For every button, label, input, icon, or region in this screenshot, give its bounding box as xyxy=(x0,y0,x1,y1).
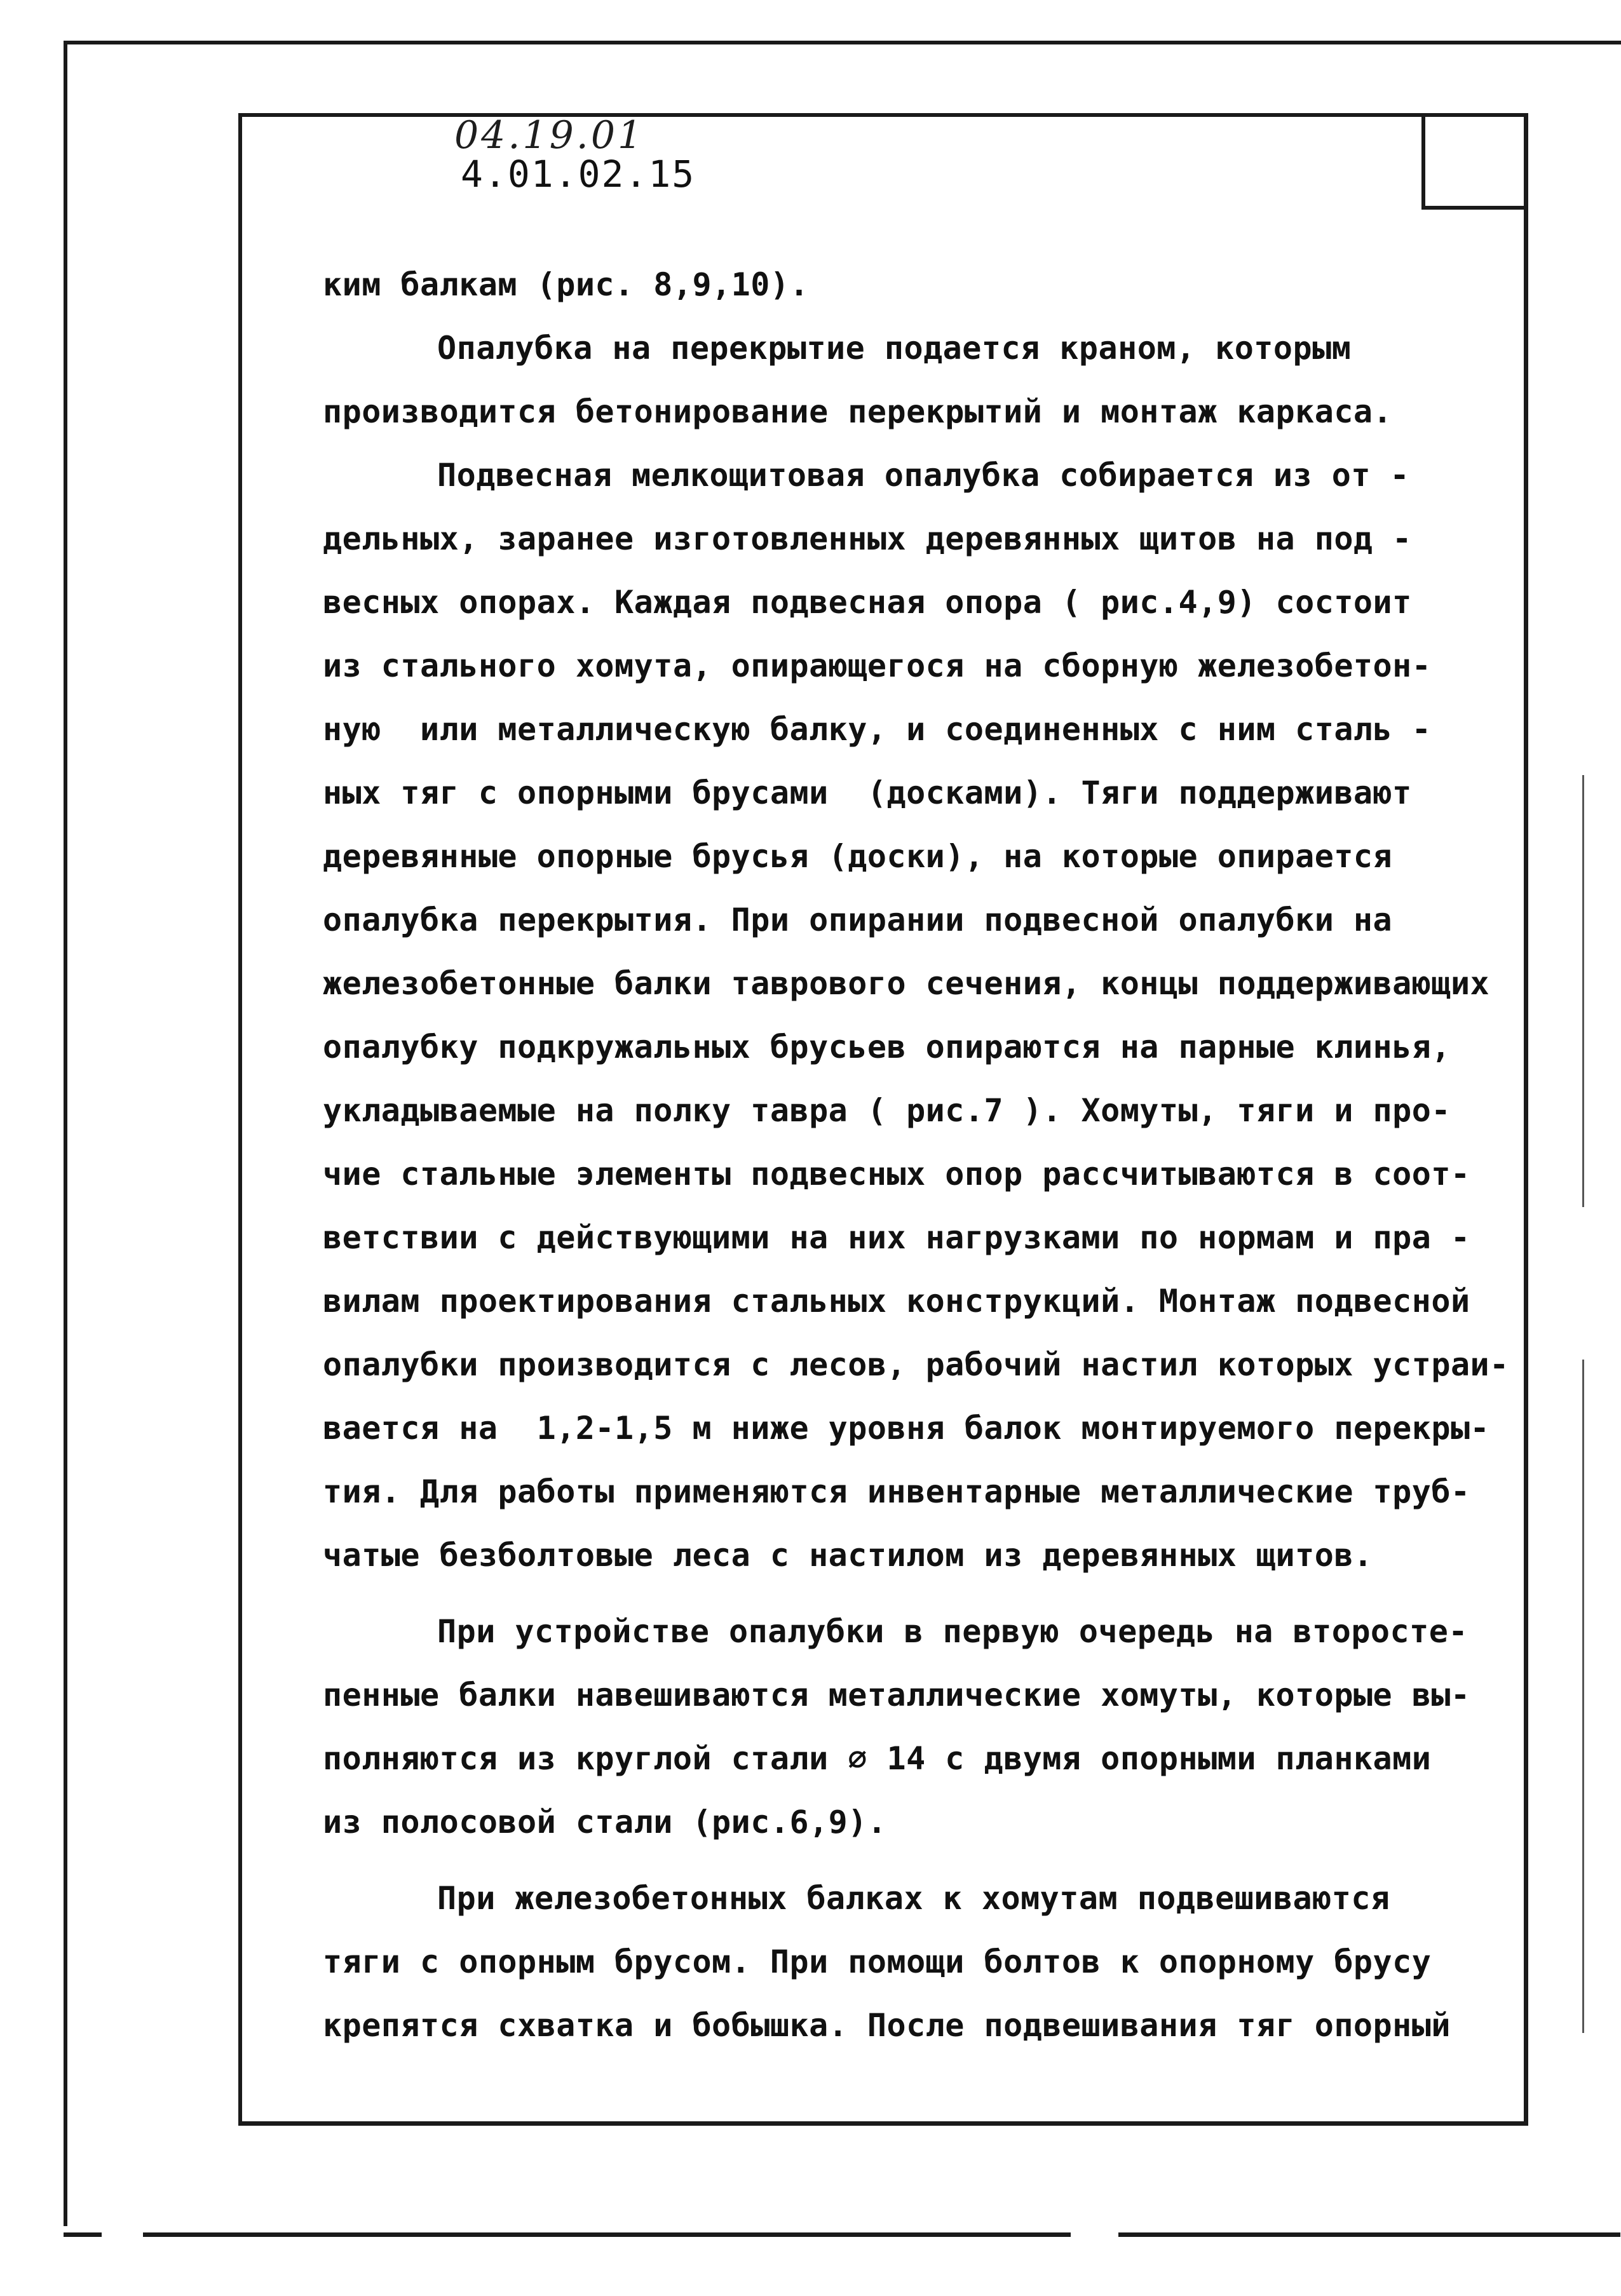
paragraph xyxy=(323,1600,1530,1854)
paragraph-gap xyxy=(323,1854,1530,1867)
scan-frame-bottom-line xyxy=(1118,2232,1620,2237)
scan-frame-bottom-line xyxy=(64,2232,102,2237)
document-number: 4.01.02.15 xyxy=(461,152,696,196)
text-line: вается на 1,2-1,5 м ниже уровня балок монтируемого перекры- xyxy=(323,1410,1490,1447)
text-line: опалубку подкружальных брусьев опираются на парные клинья, xyxy=(323,1029,1451,1065)
text-line: крепятся схватка и бобышка. После подвешивания тяг опорный xyxy=(323,2007,1451,2044)
text-line: чатые безболтовые леса с настилом из деревянных щитов. xyxy=(323,1537,1373,1574)
text-line: При устройстве опалубки в первую очередь на второсте- xyxy=(437,1613,1468,1650)
text-line: тия. Для работы применяются инвентарные металлические труб- xyxy=(323,1473,1470,1510)
text-line: Опалубка на перекрытие подается краном, которым xyxy=(437,330,1352,367)
stamp-corner-box xyxy=(1421,113,1528,210)
text-line: пенные балки навешиваются металлические хомуты, которые вы- xyxy=(323,1677,1470,1713)
paragraph xyxy=(323,443,1530,1587)
text-line: ных тяг с опорными брусами (досками). Тяги поддерживают xyxy=(323,774,1412,811)
text-line: весных опорах. Каждая подвесная опора ( рис.4,9) состоит xyxy=(323,584,1412,621)
text-line: железобетонные балки таврового сечения, концы поддерживающих xyxy=(323,965,1490,1002)
scan-frame-top-line xyxy=(64,41,1621,44)
text-line: из полосовой стали (рис.6,9). xyxy=(323,1804,887,1840)
text-line: ветствии с действующими на них нагрузками по нормам и пра - xyxy=(323,1219,1470,1256)
paragraph xyxy=(323,253,1530,316)
scan-frame-bottom-line xyxy=(143,2232,1071,2237)
text-line: дельных, заранее изготовленных деревянных щитов на под - xyxy=(323,520,1412,557)
text-line: полняются из круглой стали ∅ 14 с двумя опорными планками xyxy=(323,1740,1432,1777)
text-line: опалубка перекрытия. При опирании подвесной опалубки на xyxy=(323,902,1393,938)
text-line: из стального хомута, опирающегося на сборную железобетон- xyxy=(323,647,1432,684)
text-line: Подвесная мелкощитовая опалубка собирается из от - xyxy=(437,457,1410,494)
paragraph-gap xyxy=(323,1587,1530,1600)
margin-dashed-line xyxy=(1582,775,1584,1207)
text-line: тяги с опорным брусом. При помощи болтов к опорному брусу xyxy=(323,1943,1432,1980)
handwritten-document-number: 04.19.01 xyxy=(454,113,645,158)
text-line: При железобетонных балках к хомутам подвешиваются xyxy=(437,1880,1390,1917)
margin-dashed-line xyxy=(1582,1360,1584,2033)
text-line: укладываемые на полку тавра ( рис.7 ). Хомуты, тяги и про- xyxy=(323,1092,1451,1129)
document-body xyxy=(323,253,1530,2057)
scan-frame-left-line xyxy=(64,41,67,2226)
paragraph xyxy=(323,316,1530,443)
text-line: ким балкам (рис. 8,9,10). xyxy=(323,266,810,303)
text-line: чие стальные элементы подвесных опор рассчитываются в соот- xyxy=(323,1156,1470,1192)
text-line: ную или металлическую балку, и соединенных с ним сталь - xyxy=(323,711,1432,748)
text-line: вилам проектирования стальных конструкций. Монтаж подвесной xyxy=(323,1283,1470,1320)
text-line: деревянные опорные брусья (доски), на которые опирается xyxy=(323,838,1393,875)
text-line: опалубки производится с лесов, рабочий настил которых устраи- xyxy=(323,1346,1509,1383)
paragraph xyxy=(323,1867,1530,2057)
text-line: производится бетонирование перекрытий и монтаж каркаса. xyxy=(323,393,1393,430)
